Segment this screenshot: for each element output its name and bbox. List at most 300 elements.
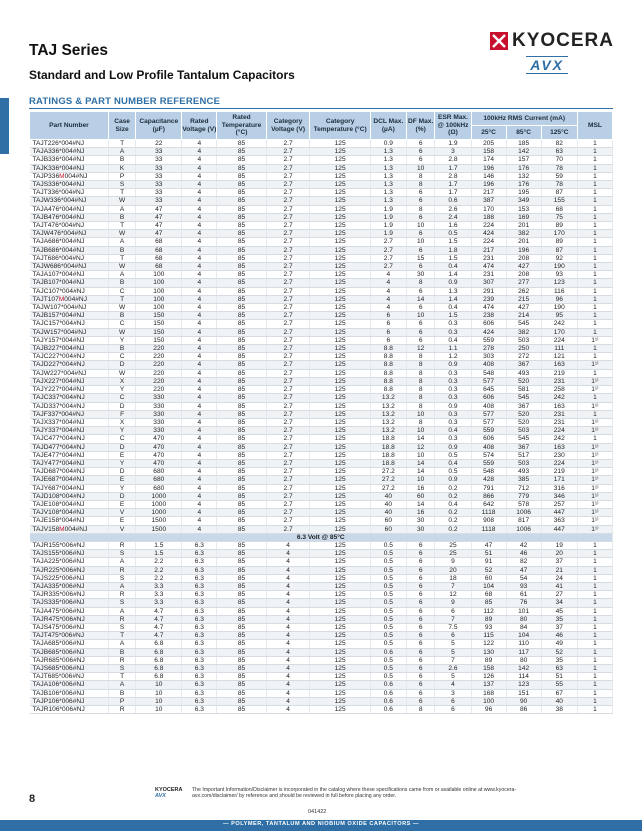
table-cell: 1118 bbox=[471, 509, 506, 517]
table-cell: 239 bbox=[471, 295, 506, 303]
table-cell: 4 bbox=[182, 386, 217, 394]
table-cell: 0.2 bbox=[435, 525, 471, 533]
table-cell: 520 bbox=[506, 410, 541, 418]
table-cell: 908 bbox=[471, 517, 506, 525]
table-cell: 408 bbox=[471, 361, 506, 369]
table-cell: 559 bbox=[471, 427, 506, 435]
table-cell: 1.6 bbox=[435, 222, 471, 230]
table-cell: 1 bbox=[577, 279, 612, 287]
table-cell: 2.7 bbox=[266, 418, 310, 426]
table-cell: 0.5 bbox=[370, 574, 406, 582]
part-number-cell: TAJY157*004#NJ bbox=[30, 336, 109, 344]
header-dcl: DCL Max. (µA) bbox=[370, 112, 406, 140]
table-cell: 4 bbox=[182, 476, 217, 484]
table-cell: 85 bbox=[217, 435, 266, 443]
table-cell: 1 bbox=[577, 394, 612, 402]
table-cell: 470 bbox=[136, 443, 182, 451]
table-cell: X bbox=[108, 418, 135, 426]
table-cell: 84 bbox=[506, 623, 541, 631]
table-cell: 4 bbox=[182, 156, 217, 164]
table-row bbox=[30, 181, 613, 189]
header-rms-85c: 85°C bbox=[506, 126, 541, 140]
table-cell: 6.3 bbox=[182, 648, 217, 656]
table-row bbox=[30, 279, 613, 287]
table-cell: 4 bbox=[182, 181, 217, 189]
table-cell: 2.7 bbox=[370, 246, 406, 254]
table-cell: 85 bbox=[217, 484, 266, 492]
table-cell: 817 bbox=[506, 517, 541, 525]
table-row bbox=[30, 304, 613, 312]
table-cell: 577 bbox=[471, 410, 506, 418]
table-cell: 0.2 bbox=[435, 509, 471, 517]
table-cell: 47 bbox=[136, 222, 182, 230]
table-cell: 76 bbox=[506, 599, 541, 607]
table-cell: 87 bbox=[541, 189, 577, 197]
table-cell: 581 bbox=[506, 386, 541, 394]
table-cell: 1¹⁾ bbox=[577, 451, 612, 459]
table-cell: 12 bbox=[435, 591, 471, 599]
part-number-cell: TAJT686*004#NJ bbox=[30, 254, 109, 262]
table-cell: 85 bbox=[217, 492, 266, 500]
table-cell: 171 bbox=[541, 476, 577, 484]
table-cell: 14 bbox=[406, 468, 434, 476]
table-cell: 278 bbox=[471, 345, 506, 353]
table-cell: 0.3 bbox=[435, 418, 471, 426]
table-row bbox=[30, 164, 613, 172]
table-cell: 6.3 bbox=[182, 550, 217, 558]
table-cell: 125 bbox=[310, 665, 370, 673]
table-cell: 90 bbox=[506, 697, 541, 705]
table-cell: 4 bbox=[182, 254, 217, 262]
table-cell: T bbox=[108, 632, 135, 640]
table-cell: 2.7 bbox=[266, 451, 310, 459]
table-cell: 8 bbox=[406, 377, 434, 385]
table-cell: 1.7 bbox=[435, 164, 471, 172]
table-cell: 190 bbox=[541, 263, 577, 271]
table-cell: 3 bbox=[435, 148, 471, 156]
table-cell: 0.5 bbox=[370, 550, 406, 558]
table-cell: 1 bbox=[577, 320, 612, 328]
table-cell: 1 bbox=[577, 665, 612, 673]
table-cell: 2.7 bbox=[266, 427, 310, 435]
table-cell: 87 bbox=[541, 246, 577, 254]
table-cell: 70 bbox=[541, 156, 577, 164]
table-cell: 6.3 bbox=[182, 673, 217, 681]
table-cell: 33 bbox=[136, 164, 182, 172]
table-cell: 18.8 bbox=[370, 451, 406, 459]
table-cell: 52 bbox=[541, 648, 577, 656]
table-cell: 2.6 bbox=[435, 205, 471, 213]
table-cell: 6 bbox=[406, 197, 434, 205]
table-cell: T bbox=[108, 189, 135, 197]
header-df: DF Max. (%) bbox=[406, 112, 434, 140]
table-cell: 520 bbox=[506, 377, 541, 385]
table-cell: 82 bbox=[506, 558, 541, 566]
table-cell: 33 bbox=[136, 148, 182, 156]
table-row bbox=[30, 558, 613, 566]
table-cell: 85 bbox=[217, 394, 266, 402]
table-row bbox=[30, 484, 613, 492]
table-cell: 158 bbox=[471, 665, 506, 673]
table-cell: 47 bbox=[471, 541, 506, 549]
table-row bbox=[30, 205, 613, 213]
table-cell: 85 bbox=[217, 427, 266, 435]
table-cell: T bbox=[108, 222, 135, 230]
table-cell: 4 bbox=[182, 509, 217, 517]
table-cell: 6 bbox=[406, 156, 434, 164]
table-cell: 13.2 bbox=[370, 427, 406, 435]
table-cell: 0.9 bbox=[370, 140, 406, 148]
part-number-cell: TAJW686*004#NJ bbox=[30, 263, 109, 271]
table-cell: 257 bbox=[541, 500, 577, 508]
table-cell: 1 bbox=[577, 574, 612, 582]
table-cell: 6.3 bbox=[182, 689, 217, 697]
table-cell: 170 bbox=[471, 205, 506, 213]
table-cell: 92 bbox=[541, 254, 577, 262]
table-cell: 52 bbox=[471, 566, 506, 574]
table-cell: 0.5 bbox=[435, 468, 471, 476]
table-cell: 4 bbox=[370, 287, 406, 295]
part-number-cell: TAJB686*004#NJ bbox=[30, 246, 109, 254]
table-row bbox=[30, 599, 613, 607]
table-cell: 5 bbox=[435, 640, 471, 648]
table-body-4v bbox=[30, 140, 613, 534]
table-cell: D bbox=[108, 443, 135, 451]
table-cell: A bbox=[108, 238, 135, 246]
table-cell: 96 bbox=[471, 706, 506, 714]
part-number-cell: TAJA336*004#NJ bbox=[30, 148, 109, 156]
table-row bbox=[30, 591, 613, 599]
table-cell: 215 bbox=[506, 295, 541, 303]
table-cell: 38 bbox=[541, 706, 577, 714]
table-row bbox=[30, 681, 613, 689]
kyocera-mark-icon bbox=[490, 32, 508, 50]
table-cell: 93 bbox=[541, 271, 577, 279]
table-cell: 0.4 bbox=[435, 500, 471, 508]
table-cell: 2.8 bbox=[435, 172, 471, 180]
table-cell: 6 bbox=[406, 673, 434, 681]
table-cell: 85 bbox=[217, 361, 266, 369]
table-cell: 2.7 bbox=[266, 484, 310, 492]
table-cell: 4.7 bbox=[136, 632, 182, 640]
table-cell: 125 bbox=[310, 427, 370, 435]
table-row bbox=[30, 427, 613, 435]
table-cell: 89 bbox=[541, 222, 577, 230]
table-cell: 791 bbox=[471, 484, 506, 492]
table-cell: 10 bbox=[136, 706, 182, 714]
table-cell: 8 bbox=[406, 279, 434, 287]
table-cell: 18 bbox=[435, 574, 471, 582]
table-cell: 1 bbox=[577, 632, 612, 640]
table-cell: 6 bbox=[406, 607, 434, 615]
table-cell: 10 bbox=[406, 476, 434, 484]
table-cell: 190 bbox=[541, 304, 577, 312]
table-cell: 30 bbox=[406, 517, 434, 525]
table-row bbox=[30, 566, 613, 574]
table-cell: 4 bbox=[182, 525, 217, 533]
table-cell: 0.5 bbox=[370, 640, 406, 648]
table-cell: 0.6 bbox=[370, 681, 406, 689]
table-cell: 1¹⁾ bbox=[577, 386, 612, 394]
table-cell: 578 bbox=[506, 500, 541, 508]
table-cell: 2.7 bbox=[266, 468, 310, 476]
table-cell: 2.7 bbox=[266, 246, 310, 254]
table-cell: 2.7 bbox=[266, 254, 310, 262]
table-cell: 85 bbox=[217, 189, 266, 197]
table-cell: 85 bbox=[217, 213, 266, 221]
table-cell: 85 bbox=[217, 336, 266, 344]
table-cell: 493 bbox=[506, 369, 541, 377]
table-cell: 3.3 bbox=[136, 591, 182, 599]
header-esr: ESR Max. @ 100kHz (Ω) bbox=[435, 112, 471, 140]
table-cell: 250 bbox=[506, 345, 541, 353]
table-cell: 6.3 bbox=[182, 582, 217, 590]
table-cell: 1 bbox=[577, 156, 612, 164]
table-cell: 125 bbox=[310, 345, 370, 353]
voltage-band-section bbox=[30, 533, 613, 541]
table-cell: 6 bbox=[406, 320, 434, 328]
table-cell: 8.8 bbox=[370, 377, 406, 385]
table-cell: 0.5 bbox=[370, 599, 406, 607]
part-number-cell: TAJB227*004#NJ bbox=[30, 345, 109, 353]
table-cell: 6 bbox=[435, 607, 471, 615]
table-cell: 0.5 bbox=[370, 673, 406, 681]
table-cell: 1.5 bbox=[136, 541, 182, 549]
table-cell: 4.7 bbox=[136, 615, 182, 623]
table-cell: 779 bbox=[506, 492, 541, 500]
table-row bbox=[30, 607, 613, 615]
table-cell: 85 bbox=[217, 369, 266, 377]
table-cell: 137 bbox=[471, 681, 506, 689]
header-rms-current: 100kHz RMS Current (mA) bbox=[471, 112, 577, 126]
table-cell: 4 bbox=[182, 140, 217, 148]
table-cell: 1¹⁾ bbox=[577, 500, 612, 508]
table-cell: 7 bbox=[435, 656, 471, 664]
table-cell: 4 bbox=[266, 681, 310, 689]
table-cell: 4 bbox=[182, 451, 217, 459]
table-cell: 428 bbox=[471, 476, 506, 484]
table-cell: 3.3 bbox=[136, 599, 182, 607]
footer-logo-avx: AVX bbox=[155, 793, 166, 799]
table-cell: 4 bbox=[182, 189, 217, 197]
table-cell: 6.3 bbox=[182, 574, 217, 582]
table-cell: 1¹⁾ bbox=[577, 402, 612, 410]
table-cell: 258 bbox=[541, 386, 577, 394]
table-cell: 4 bbox=[266, 541, 310, 549]
part-number-cell: TAJA225*006#NJ bbox=[30, 558, 109, 566]
table-cell: 0.9 bbox=[435, 402, 471, 410]
table-cell: 680 bbox=[136, 476, 182, 484]
table-cell: 330 bbox=[136, 410, 182, 418]
table-row bbox=[30, 615, 613, 623]
table-row bbox=[30, 541, 613, 549]
table-cell: 5 bbox=[435, 648, 471, 656]
table-cell: 1.9 bbox=[370, 230, 406, 238]
table-cell: 6.3 bbox=[182, 623, 217, 631]
table-cell: 6 bbox=[406, 623, 434, 631]
table-cell: 427 bbox=[506, 304, 541, 312]
table-cell: 217 bbox=[471, 189, 506, 197]
table-cell: 8 bbox=[406, 418, 434, 426]
table-cell: 110 bbox=[506, 640, 541, 648]
table-cell: 85 bbox=[217, 418, 266, 426]
table-cell: 196 bbox=[506, 246, 541, 254]
table-cell: 214 bbox=[506, 312, 541, 320]
table-cell: 4 bbox=[182, 197, 217, 205]
table-cell: 0.4 bbox=[435, 336, 471, 344]
table-cell: 85 bbox=[217, 500, 266, 508]
table-cell: 1.5 bbox=[136, 550, 182, 558]
table-cell: 146 bbox=[471, 172, 506, 180]
table-cell: W bbox=[108, 230, 135, 238]
table-cell: 316 bbox=[541, 484, 577, 492]
table-cell: 24 bbox=[541, 574, 577, 582]
table-cell: 6.3 bbox=[182, 632, 217, 640]
table-cell: 220 bbox=[136, 345, 182, 353]
table-cell: 150 bbox=[136, 336, 182, 344]
table-cell: 0.5 bbox=[370, 623, 406, 631]
table-cell: 1 bbox=[577, 689, 612, 697]
table-cell: 125 bbox=[310, 156, 370, 164]
table-cell: 188 bbox=[471, 213, 506, 221]
table-cell: 4 bbox=[266, 706, 310, 714]
table-cell: 4 bbox=[182, 271, 217, 279]
footer-logo-kyocera: KYOCERA bbox=[155, 787, 183, 793]
table-cell: 1 bbox=[577, 566, 612, 574]
table-cell: 4 bbox=[266, 632, 310, 640]
table-cell: 6 bbox=[406, 541, 434, 549]
table-cell: 559 bbox=[471, 336, 506, 344]
table-cell: 6 bbox=[406, 656, 434, 664]
table-cell: Y bbox=[108, 427, 135, 435]
table-cell: B bbox=[108, 156, 135, 164]
table-cell: 2.7 bbox=[266, 402, 310, 410]
table-cell: 47 bbox=[136, 230, 182, 238]
table-cell: 125 bbox=[310, 689, 370, 697]
part-number-cell: TAJD687*004#NJ bbox=[30, 468, 109, 476]
table-cell: 89 bbox=[541, 238, 577, 246]
table-cell: 125 bbox=[310, 353, 370, 361]
table-cell: S bbox=[108, 623, 135, 631]
table-cell: 125 bbox=[310, 681, 370, 689]
table-cell: V bbox=[108, 509, 135, 517]
table-cell: 40 bbox=[370, 500, 406, 508]
table-cell: 2.7 bbox=[370, 238, 406, 246]
table-cell: 2.6 bbox=[435, 665, 471, 673]
table-cell: 15 bbox=[406, 254, 434, 262]
table-cell: 346 bbox=[541, 492, 577, 500]
table-cell: 1¹⁾ bbox=[577, 476, 612, 484]
table-cell: 85 bbox=[217, 304, 266, 312]
table-cell: 22 bbox=[136, 140, 182, 148]
table-cell: 1¹⁾ bbox=[577, 377, 612, 385]
part-number-cell: TAJV158M004#NJ bbox=[30, 525, 109, 533]
table-cell: 4 bbox=[266, 599, 310, 607]
table-row bbox=[30, 263, 613, 271]
table-cell: 13.2 bbox=[370, 418, 406, 426]
table-cell: Y bbox=[108, 386, 135, 394]
table-row bbox=[30, 410, 613, 418]
table-cell: A bbox=[108, 148, 135, 156]
table-row bbox=[30, 500, 613, 508]
table-cell: 85 bbox=[217, 172, 266, 180]
table-cell: 2.7 bbox=[266, 140, 310, 148]
table-cell: 6 bbox=[406, 681, 434, 689]
table-cell: 20 bbox=[541, 550, 577, 558]
part-number-cell: TAJC337*004#NJ bbox=[30, 394, 109, 402]
table-cell: 122 bbox=[471, 640, 506, 648]
table-cell: 125 bbox=[310, 394, 370, 402]
table-cell: W bbox=[108, 328, 135, 336]
part-number-cell: TAJW336*004#NJ bbox=[30, 197, 109, 205]
table-cell: 85 bbox=[217, 164, 266, 172]
table-cell: 37 bbox=[541, 623, 577, 631]
table-cell: 0.6 bbox=[370, 648, 406, 656]
part-number-cell: TAJT336*004#NJ bbox=[30, 189, 109, 197]
table-cell: 680 bbox=[136, 484, 182, 492]
header-msl: MSL bbox=[577, 112, 612, 140]
table-cell: 0.5 bbox=[370, 656, 406, 664]
table-row bbox=[30, 271, 613, 279]
table-cell: 8 bbox=[406, 394, 434, 402]
table-cell: 447 bbox=[541, 525, 577, 533]
table-cell: 125 bbox=[310, 706, 370, 714]
table-cell: 125 bbox=[310, 361, 370, 369]
table-cell: 0.6 bbox=[370, 706, 406, 714]
table-cell: 0.5 bbox=[370, 541, 406, 549]
table-cell: 40 bbox=[541, 697, 577, 705]
table-row bbox=[30, 172, 613, 180]
table-cell: 125 bbox=[310, 566, 370, 574]
table-cell: 125 bbox=[310, 246, 370, 254]
table-cell: 4 bbox=[182, 148, 217, 156]
table-cell: 96 bbox=[541, 295, 577, 303]
table-row bbox=[30, 632, 613, 640]
series-title: TAJ Series bbox=[29, 42, 108, 59]
table-cell: 63 bbox=[541, 148, 577, 156]
table-cell: 493 bbox=[506, 468, 541, 476]
table-cell: 387 bbox=[471, 197, 506, 205]
table-cell: 6.3 bbox=[182, 681, 217, 689]
table-cell: 6 bbox=[406, 230, 434, 238]
table-cell: 100 bbox=[136, 287, 182, 295]
table-cell: 125 bbox=[310, 222, 370, 230]
table-cell: 85 bbox=[217, 148, 266, 156]
table-cell: 8.8 bbox=[370, 361, 406, 369]
table-cell: 125 bbox=[310, 197, 370, 205]
table-cell: 125 bbox=[310, 697, 370, 705]
table-cell: 85 bbox=[217, 591, 266, 599]
table-cell: 0.5 bbox=[370, 607, 406, 615]
table-cell: 2.7 bbox=[266, 312, 310, 320]
table-cell: 100 bbox=[136, 304, 182, 312]
table-cell: 125 bbox=[310, 271, 370, 279]
table-cell: 4 bbox=[182, 238, 217, 246]
table-cell: 125 bbox=[310, 148, 370, 156]
table-cell: 54 bbox=[506, 574, 541, 582]
table-cell: 503 bbox=[506, 459, 541, 467]
table-cell: 4 bbox=[182, 361, 217, 369]
table-cell: 0.4 bbox=[435, 459, 471, 467]
table-cell: 201 bbox=[506, 238, 541, 246]
table-cell: 10 bbox=[406, 451, 434, 459]
table-cell: 474 bbox=[471, 263, 506, 271]
table-cell: 367 bbox=[506, 402, 541, 410]
table-row bbox=[30, 320, 613, 328]
table-cell: 151 bbox=[506, 689, 541, 697]
table-cell: 8.8 bbox=[370, 386, 406, 394]
table-cell: 125 bbox=[310, 418, 370, 426]
